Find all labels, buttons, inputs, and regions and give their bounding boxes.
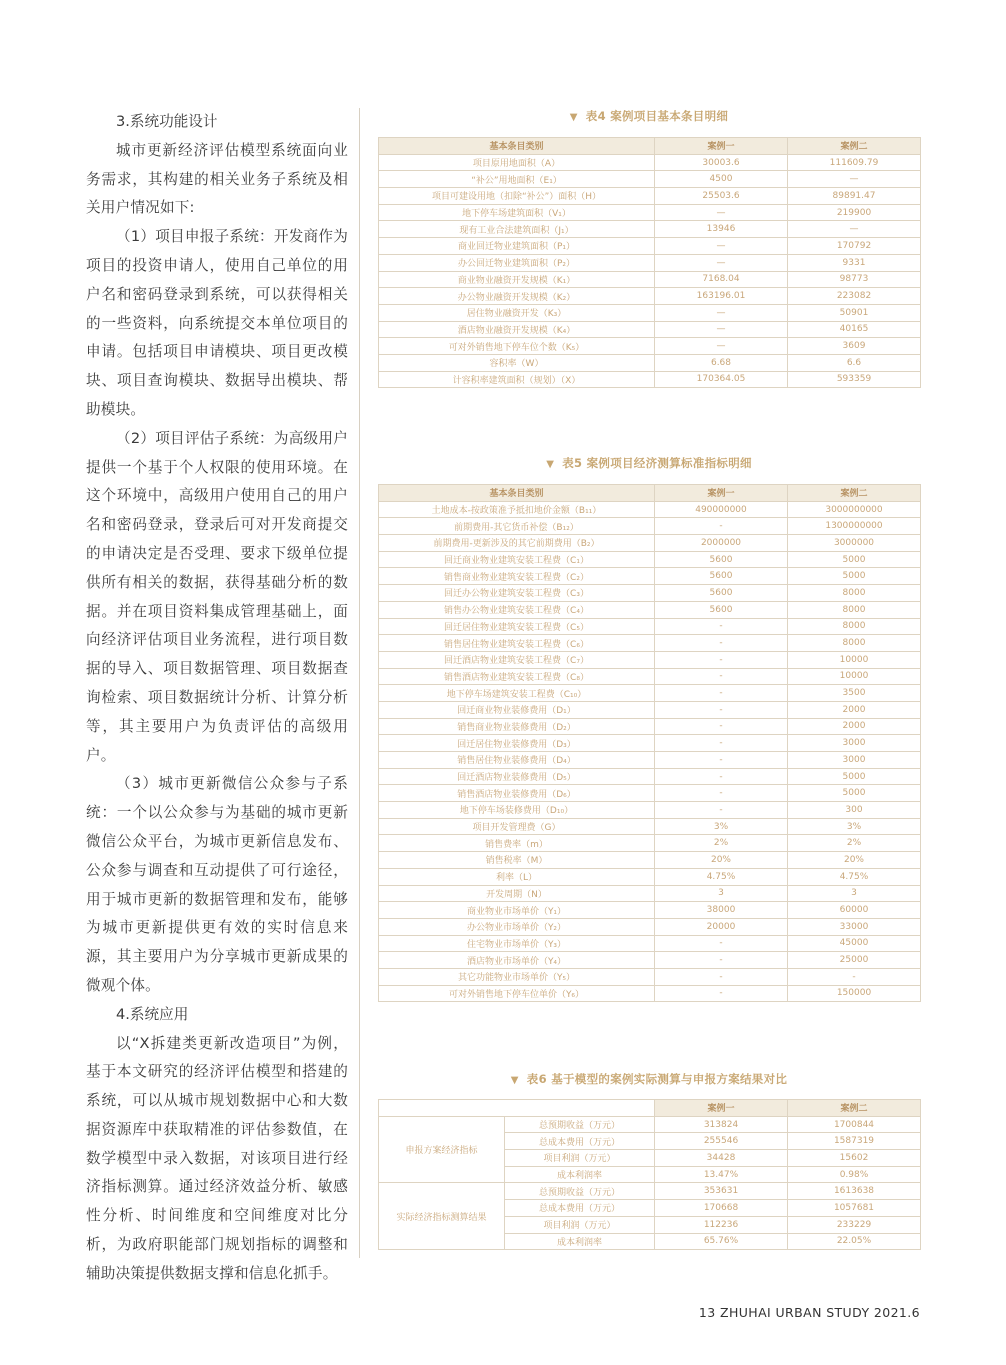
table5-cell: 10000 [788,651,921,668]
table5-cell: 3000000000 [788,501,921,518]
table5-cell: - [655,668,788,685]
table5-cell: 45000 [788,935,921,952]
table5-row [379,651,921,668]
table5-cell: 开发周期（N） [379,885,655,902]
table6-cell: 170668 [655,1200,788,1217]
table4-cell: 容积率（W） [379,354,655,371]
table5-cell: 5600 [655,585,788,602]
table6-cell: 项目利润（万元） [505,1216,655,1233]
paragraph-project-evaluation: （2）项目评估子系统：为高级用户提供一个基于个人权限的使用环境。在这个环境中，高级用户使用自己的用户名和密码登录，登录后可对开发商提交的申请决定是否受理、要求下级单位提供所有相关的数据，获得基础分析的数据。并在项目资料集成管理基础上，面向经济评估项目业务流程，进行项目数据的导入、项目数据管理、项目数据查询检索、项目数据统计分析、计算分析等，其主要用户为负责评估的高级用户。 [86,429,348,764]
table6-cell: 313824 [655,1116,788,1133]
triangle-down-icon: ▼ [569,112,578,123]
table4-cell: 170364.05 [655,371,788,388]
table4-cell: 可对外销售地下停车位个数（K₅） [379,338,655,355]
table5-cell: 2000000 [655,535,788,552]
table5-row [379,985,921,1002]
table4-row [379,254,921,271]
table4-cell: 4500 [655,171,788,188]
table5-cell: 4.75% [788,868,921,885]
table5-row [379,585,921,602]
table4-row [379,204,921,221]
table5-cell: 4.75% [655,868,788,885]
table6 [378,1099,921,1250]
table5-cell: 3 [788,885,921,902]
table4-cell: 9331 [788,254,921,271]
table4-row [379,321,921,338]
table5-cell: 销售酒店物业装修费用（D₆） [379,785,655,802]
table5-cell: 5600 [655,601,788,618]
table5-cell: 38000 [655,902,788,919]
table6-group-label: 实际经济指标测算结果 [379,1183,505,1250]
table5-cell: 5000 [788,785,921,802]
table4-cell: 地下停车场建筑面积（V₁） [379,204,655,221]
table4-cell: 223082 [788,288,921,305]
table4-cell: 13946 [655,221,788,238]
table5-row [379,852,921,869]
table5-row [379,868,921,885]
table5-header-category: 基本条目类别 [379,485,655,502]
section-heading-4: 4.系统应用 [116,1005,189,1023]
table5-cell: 5600 [655,551,788,568]
table4-cell: 89891.47 [788,188,921,205]
table5-row [379,802,921,819]
table4 [378,137,921,388]
table5-cell: 490000000 [655,501,788,518]
table5-cell: 回迁酒店物业装修费用（D₅） [379,768,655,785]
table5-cell: 8000 [788,601,921,618]
column-divider [359,108,360,1258]
table4-cell: 项目可建设用地（扣除“补公”）面积（H） [379,188,655,205]
table6-cell: 总预期收益（万元） [505,1183,655,1200]
table5-cell: - [655,935,788,952]
table4-cell: 30003.6 [655,154,788,171]
table5-row [379,918,921,935]
table6-cell: 34428 [655,1150,788,1167]
table5 [378,484,921,1002]
table6-cell: 112236 [655,1216,788,1233]
table5-row [379,735,921,752]
table4-cell: 办公回迁物业建筑面积（P₂） [379,254,655,271]
table5-row [379,785,921,802]
table5-row [379,902,921,919]
table5-row [379,718,921,735]
table4-cell: — [655,254,788,271]
table5-cell: - [655,685,788,702]
table6-cell: 1700844 [788,1116,921,1133]
table4-row [379,354,921,371]
table4-row [379,221,921,238]
table5-cell: 利率（L） [379,868,655,885]
table5-row [379,551,921,568]
table4-row [379,338,921,355]
table4-cell: — [655,321,788,338]
paragraph-project-declaration: （1）项目申报子系统：开发商作为项目的投资申请人，使用自己单位的用户名和密码登录到系统，可以获得相关的一些资料，向系统提交本单位项目的申请。包括项目申请模块、项目更改模块、项目查询模块、数据导出模块、帮助模块。 [86,228,348,418]
table5-cell: - [655,635,788,652]
table4-cell: 111609.79 [788,154,921,171]
table6-cell: 22.05% [788,1233,921,1250]
triangle-down-icon: ▼ [510,1075,519,1086]
table5-cell: - [655,985,788,1002]
table5-cell: 住宅物业市场单价（Y₃） [379,935,655,952]
table6-cell: 13.47% [655,1166,788,1183]
table5-cell: 销售居住物业装修费用（D₄） [379,752,655,769]
table5-cell: 3000000 [788,535,921,552]
table6-header-case1: 案例一 [655,1100,788,1117]
table5-header-case2: 案例二 [788,485,921,502]
table5-row [379,768,921,785]
table5-header-case1: 案例一 [655,485,788,502]
table5-row [379,818,921,835]
table4-cell: 163196.01 [655,288,788,305]
table5-cell: - [655,651,788,668]
table5-cell: - [655,518,788,535]
table4-cell: 7168.04 [655,271,788,288]
table6-cell: 0.98% [788,1166,921,1183]
table4-header-case1: 案例一 [655,138,788,155]
table5-cell: 5000 [788,768,921,785]
table6-cell: 项目利润（万元） [505,1150,655,1167]
table5-cell: 2000 [788,718,921,735]
table5-cell: 销售居住物业建筑安装工程费（C₆） [379,635,655,652]
table5-row [379,685,921,702]
table6-cell: 总成本费用（万元） [505,1200,655,1217]
table4-cell: 50901 [788,304,921,321]
paragraph-wechat-participation: （3）城市更新微信公众参与子系统：一个以公众参与为基础的城市更新微信公众平台，为城市更新信息发布、公众参与调查和互动提供了可行途径，用于城市更新的数据管理和发布，能够为城市更新提供更有效的实时信息来源，其主要用户为分享城市更新成果的微观个体。 [86,775,348,994]
table5-cell: 20% [655,852,788,869]
table6-cell: 15602 [788,1150,921,1167]
table4-cell: 3609 [788,338,921,355]
table5-row [379,668,921,685]
table5-cell: 可对外销售地下停车位单价（Y₆） [379,985,655,1002]
page-footer: 13 ZHUHAI URBAN STUDY 2021.6 [698,1305,920,1320]
table5-cell: 8000 [788,585,921,602]
table5-cell: 销售税率（M） [379,852,655,869]
table5-cell: 3% [655,818,788,835]
table5-row [379,501,921,518]
table5-cell: 5600 [655,568,788,585]
table4-row [379,288,921,305]
table4-cell: 6.68 [655,354,788,371]
table4-row [379,271,921,288]
table5-cell: 5000 [788,551,921,568]
triangle-down-icon: ▼ [546,459,555,470]
table5-cell: 150000 [788,985,921,1002]
table4-cell: — [655,304,788,321]
table5-cell: 2% [655,835,788,852]
table5-cell: - [655,785,788,802]
table5-cell: - [655,735,788,752]
table5-cell: 回迁居住物业装修费用（D₃） [379,735,655,752]
table5-cell: 回迁商业物业建筑安装工程费（C₁） [379,551,655,568]
table6-group-label: 申报方案经济指标 [379,1116,505,1183]
table6-row [379,1116,921,1133]
table5-row [379,518,921,535]
table5-row [379,885,921,902]
table5-cell: 回迁商业物业装修费用（D₁） [379,701,655,718]
table4-cell: 6.6 [788,354,921,371]
table5-cell: 3000 [788,752,921,769]
table6-row [379,1183,921,1200]
table5-row [379,701,921,718]
table4-cell: — [655,204,788,221]
table4-cell: 170792 [788,238,921,255]
table4-cell: 593359 [788,371,921,388]
table5-cell: 酒店物业市场单价（Y₄） [379,952,655,969]
table5-cell: 回迁办公物业建筑安装工程费（C₃） [379,585,655,602]
table5-cell: 地下停车场装修费用（D₁₀） [379,802,655,819]
table5-title: ▼ 表5 案例项目经济测算标准指标明细 [546,456,752,470]
table4-header-category: 基本条目类别 [379,138,655,155]
table5-cell: 销售商业物业建筑安装工程费（C₂） [379,568,655,585]
table4-cell: “补公”用地面积（E₁） [379,171,655,188]
table4-cell: 40165 [788,321,921,338]
table5-cell: 20% [788,852,921,869]
table4-title: ▼ 表4 案例项目基本条目明细 [569,109,729,123]
table5-cell: 20000 [655,918,788,935]
table5-cell: 5000 [788,568,921,585]
table4-cell: 居住物业融资开发（K₃） [379,304,655,321]
table6-cell: 353631 [655,1183,788,1200]
table5-cell: - [655,802,788,819]
table5-cell: 3 [655,885,788,902]
table4-cell: 现有工业合法建筑面积（J₁） [379,221,655,238]
table4-row [379,188,921,205]
table4-cell: 219900 [788,204,921,221]
paragraph-intro: 城市更新经济评估模型系统面向业务需求，其构建的相关业务子系统及相关用户情况如下: [86,141,348,217]
table5-cell: 1300000000 [788,518,921,535]
table5-cell: 销售酒店物业建筑安装工程费（C₈） [379,668,655,685]
table6-cell: 233229 [788,1216,921,1233]
table5-cell: 前期费用-其它货币补偿（B₁₂） [379,518,655,535]
table5-row [379,752,921,769]
table5-cell: 3500 [788,685,921,702]
table5-cell: 300 [788,802,921,819]
table5-cell: - [655,701,788,718]
table6-title: ▼ 表6 基于模型的案例实际测算与申报方案结果对比 [510,1072,788,1086]
table5-cell: 8000 [788,618,921,635]
table5-cell: 其它功能物业市场单价（Y₅） [379,968,655,985]
table5-cell: 办公物业市场单价（Y₂） [379,918,655,935]
table5-cell: - [655,768,788,785]
table5-cell: - [655,752,788,769]
table5-cell: 10000 [788,668,921,685]
table4-row [379,371,921,388]
table5-cell: 2000 [788,701,921,718]
table4-row [379,171,921,188]
table5-cell: 地下停车场建筑安装工程费（C₁₀） [379,685,655,702]
table6-cell: 65.76% [655,1233,788,1250]
table4-cell: — [655,338,788,355]
table5-cell: 3% [788,818,921,835]
table6-cell: 1613638 [788,1183,921,1200]
table5-cell: 60000 [788,902,921,919]
table6-cell: 1057681 [788,1200,921,1217]
table5-cell: 前期费用-更新涉及的其它前期费用（B₂） [379,535,655,552]
table4-cell: — [788,171,921,188]
table5-cell: 商业物业市场单价（Y₁） [379,902,655,919]
table4-cell: 酒店物业融资开发规模（K₄） [379,321,655,338]
table4-row [379,154,921,171]
section-heading-3: 3.系统功能设计 [116,113,218,130]
table6-cell: 总预期收益（万元） [505,1116,655,1133]
table5-cell: - [655,618,788,635]
table6-cell: 成本利润率 [505,1166,655,1183]
table4-cell: 计容积率建筑面积（规划）（X） [379,371,655,388]
table4-cell: — [788,221,921,238]
table5-row [379,618,921,635]
table5-row [379,835,921,852]
table5-cell: - [655,968,788,985]
table5-row [379,601,921,618]
table5-cell: 2% [788,835,921,852]
table5-cell: - [788,968,921,985]
table5-row [379,952,921,969]
table5-cell: - [655,718,788,735]
table4-row [379,304,921,321]
table4-cell: — [655,238,788,255]
table5-cell: 33000 [788,918,921,935]
table5-cell: 销售商业物业装修费用（D₂） [379,718,655,735]
table4-cell: 商业物业融资开发规模（K₁） [379,271,655,288]
table6-cell: 成本利润率 [505,1233,655,1250]
table5-cell: 3000 [788,735,921,752]
table5-cell: 项目开发管理费（G） [379,818,655,835]
table5-cell: 销售办公物业建筑安装工程费（C₄） [379,601,655,618]
table4-cell: 98773 [788,271,921,288]
table4-cell: 办公物业融资开发规模（K₂） [379,288,655,305]
table6-cell: 总成本费用（万元） [505,1133,655,1150]
table5-cell: 土地成本-按政策准予抵扣地价金额（B₁₁） [379,501,655,518]
table5-cell: 回迁酒店物业建筑安装工程费（C₇） [379,651,655,668]
table5-row [379,535,921,552]
table5-row [379,968,921,985]
table6-header-blank [379,1100,655,1117]
table5-cell: 8000 [788,635,921,652]
table5-row [379,935,921,952]
table4-cell: 项目原用地面积（A） [379,154,655,171]
table5-row [379,568,921,585]
table6-cell: 255546 [655,1133,788,1150]
table4-cell: 25503.6 [655,188,788,205]
body-text-column [86,108,348,1289]
table5-cell: 25000 [788,952,921,969]
table6-header-case2: 案例二 [788,1100,921,1117]
table5-cell: 回迁居住物业建筑安装工程费（C₅） [379,618,655,635]
table6-cell: 1587319 [788,1133,921,1150]
paragraph-application: 以“X拆建类更新改造项目”为例，基于本文研究的经济评估模型和搭建的系统，可以从城市规划数据中心和大数据资源库中获取精准的评估参数值，在数学模型中录入数据，对该项目进行经济指标测算。通过经济效益分析、敏感性分析、时间维度和空间维度对比分析，为政府职能部门规划指标的调整和辅助决策提供数据支撑和信息化抓手。 [86,1034,348,1282]
table5-cell: - [655,952,788,969]
table5-row [379,635,921,652]
table4-row [379,238,921,255]
table5-cell: 销售费率（m） [379,835,655,852]
table4-cell: 商业回迁物业建筑面积（P₁） [379,238,655,255]
table4-header-case2: 案例二 [788,138,921,155]
